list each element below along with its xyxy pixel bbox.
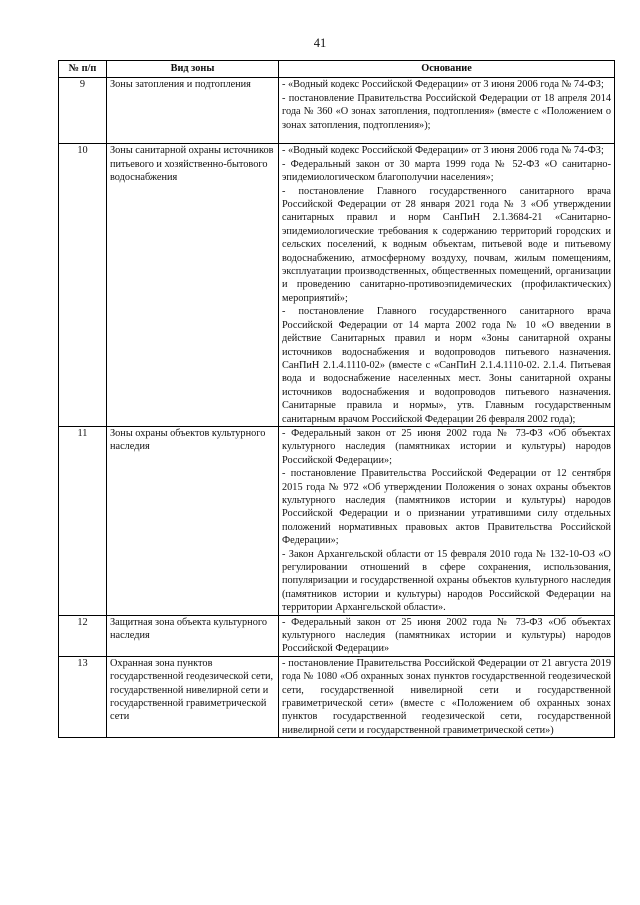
row-number: 11 bbox=[59, 426, 107, 615]
zone-type: Защитная зона объекта культурного наследия bbox=[107, 615, 279, 656]
basis-item: - Федеральный закон от 25 июня 2002 года № 73-ФЗ «Об объектах культурного наследия (памятниках истории и культуры) народов Российской Федерации» bbox=[282, 616, 611, 655]
zone-type: Зоны затопления и подтопления bbox=[107, 78, 279, 144]
basis-item: - постановление Правительства Российской Федерации от 18 апреля 2014 года № 360 «О зонах затопления, подтопления» (вместе с «Положением о зонах затопления, подтопления»); bbox=[282, 92, 611, 131]
basis-cell bbox=[279, 615, 615, 656]
basis-cell bbox=[279, 656, 615, 737]
basis-item: - постановление Главного государственного санитарного врача Российской Федерации от 14 марта 2002 года № 10 «О введении в действие Санитарных правил и норм «Зоны санитарной охраны источников водоснабжения и водопроводов питьевого назначения. СанПиН 2.1.4.1110-02» (вместе с «СанПиН 2.1.4.1110-02. 2.1.4. Питьевая вода и водоснабжение населенных мест. Зоны санитарной охраны источников водоснабжения и водопроводов питьевого назначения. Санитарные правила и нормы», утв. Главным государственным санитарным врачом Российской Федерации 26 февраля 2002 года); bbox=[282, 306, 611, 425]
row-number: 13 bbox=[59, 656, 107, 737]
row-number: 9 bbox=[59, 78, 107, 144]
basis-item: - Федеральный закон от 25 июня 2002 года № 73-ФЗ «Об объектах культурного наследия (памятниках истории и культуры) народов Российской Федерации»; bbox=[282, 427, 611, 466]
basis-item: - «Водный кодекс Российской Федерации» от 3 июня 2006 года № 74-ФЗ; bbox=[282, 79, 604, 91]
basis-item: - постановление Правительства Российской Федерации от 12 сентября 2015 года № 972 «Об утверждении Положения о зонах охраны объектов культурного наследия (памятников истории и культуры) народов Российской Федерации и о признании утратившими силу отдельных положений нормативных правовых актов Правительства Российской Федерации»; bbox=[282, 468, 611, 547]
basis-item: - постановление Главного государственного санитарного врача Российской Федерации от 28 января 2021 года № 3 «Об утверждении санитарных правил и норм СанПиН 2.1.3684-21 «Санитарно-эпидемиологические требования к содержанию территорий городских и сельских поселений, к водным объектам, питьевой воде и питьевому водоснабжению, атмосферному воздуху, почвам, жилым помещениям, эксплуатации производственных, общественных помещений, организации и проведению санитарно-противоэпидемических (профилактических) мероприятий»; bbox=[282, 185, 611, 304]
basis-item: - Закон Архангельской области от 15 февраля 2010 года № 132-10-ОЗ «О регулировании отношений в сфере сохранения, использования, популяризации и государственной охраны объектов культурного наследия (памятников истории и культуры) народов Российской Федерации на территории Архангельской области». bbox=[282, 548, 611, 614]
basis-item: - постановление Правительства Российской Федерации от 21 августа 2019 года № 1080 «Об охранных зонах пунктов государственной геодезической сети, государственной нивелирной сети и государственной гравиметрической сети» (вместе с «Положением об охранных зонах пунктов государственной геодезической сети, государственной нивелирной сети и государственной гравиметрической сети») bbox=[282, 657, 611, 736]
table-row bbox=[59, 656, 615, 737]
table-row bbox=[59, 426, 615, 615]
header-num: № п/п bbox=[59, 61, 107, 78]
basis-item: - Федеральный закон от 30 марта 1999 года № 52-ФЗ «О санитарно-эпидемиологическом благополучии населения»; bbox=[282, 158, 611, 184]
basis-item: - «Водный кодекс Российской Федерации» от 3 июня 2006 года № 74-ФЗ; bbox=[282, 145, 604, 157]
row-number: 10 bbox=[59, 144, 107, 427]
zone-type: Охранная зона пунктов государственной геодезической сети, государственной нивелирной сети и государственной гравиметрической сети bbox=[107, 656, 279, 737]
zone-type: Зоны охраны объектов культурного наследия bbox=[107, 426, 279, 615]
page-number: 41 bbox=[313, 36, 327, 50]
table-row bbox=[59, 78, 615, 144]
zone-type: Зоны санитарной охраны источников питьевого и хозяйственно-бытового водоснабжения bbox=[107, 144, 279, 427]
table-header-row bbox=[59, 61, 615, 78]
table-row bbox=[59, 615, 615, 656]
table-row bbox=[59, 144, 615, 427]
header-zone-type: Вид зоны bbox=[107, 61, 279, 78]
basis-cell bbox=[279, 78, 615, 144]
header-basis: Основание bbox=[279, 61, 615, 78]
zones-table bbox=[58, 60, 615, 738]
basis-cell bbox=[279, 426, 615, 615]
basis-cell bbox=[279, 144, 615, 427]
row-number: 12 bbox=[59, 615, 107, 656]
